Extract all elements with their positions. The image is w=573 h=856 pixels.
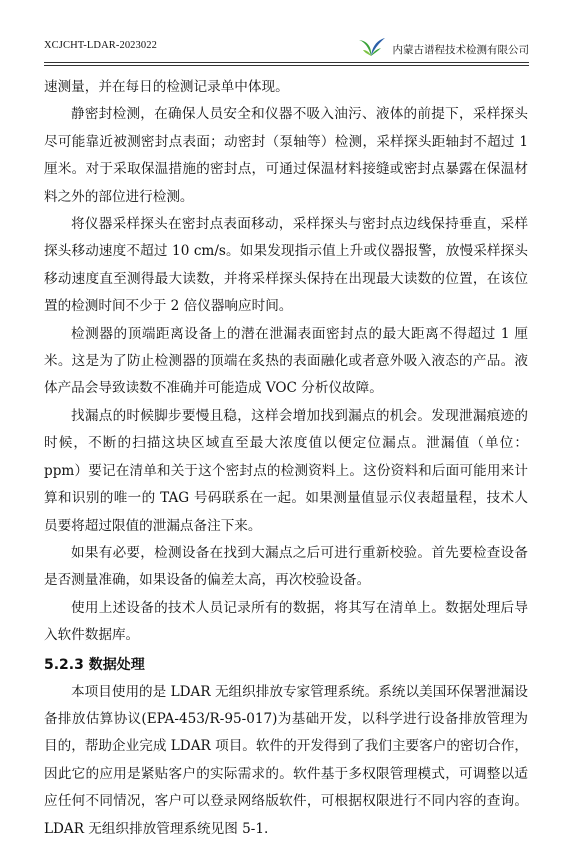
paragraph-probe-movement: 将仪器采样探头在密封点表面移动，采样探头与密封点边线保持垂直，采样探头移动速度不超过 10 cm/s。如果发现指示值上升或仪器报警，放慢采样探头移动速度直至测得最大读数，并将采样探头保持在出现最大读数的位置，在该位置的检测时间不少于 2 倍仪器响应时间。 (44, 216, 528, 315)
company-header (357, 40, 530, 58)
document-code: XCJCHT-LDAR-2023022 (44, 40, 157, 51)
paragraph-leak-finding: 找漏点的时候脚步要慢且稳，这样会增加找到漏点的机会。发现泄漏痕迹的时候，不断的扫描这块区域直至最大浓度值以便定位漏点。泄漏值（单位：ppm）要记在清单和关于这个密封点的检测资料上。这份资料和后面可能用来计算和识别的唯一的 TAG 号码联系在一起。如果测量值显示仪表超量程，技术人员要将超过限值的泄漏点备注下来。 (44, 407, 528, 534)
document-body (44, 74, 528, 843)
section-heading: 5.2.3 数据处理 (44, 656, 145, 673)
paragraph-recalibration: 如果有必要，检测设备在找到大漏点之后可进行重新校验。首先要检查设备是否测量准确，如果设备的偏差太高，再次校验设备。 (44, 544, 528, 589)
paragraph-data-recording: 使用上述设备的技术人员记录所有的数据，将其写在清单上。数据处理后导入软件数据库。 (44, 599, 528, 644)
paragraph-static-seal-detection: 静密封检测，在确保人员安全和仪器不吸入油污、液体的前提下，采样探头尽可能靠近被测密封点表面；动密封（泵轴等）检测，采样探头距轴封不超过 1 厘米。对于采取保温措施的密封点，可通过保温材料接缝或密封点暴露在保温材料之外的部位进行检测。 (44, 106, 528, 205)
page-header (44, 34, 529, 64)
paragraph-ldar-system: 本项目使用的是 LDAR 无组织排放专家管理系统。系统以美国环保署泄漏设备排放估算协议(EPA-453/R-95-017)为基础开发，以科学进行设备排放管理为目的，帮助企业完成 LDAR 项目。软件的开发得到了我们主要客户的密切合作，因此它的应用是紧贴客户的实际需求的。软件基于多权限管理模式，可调整以适应任何不同情况，客户可以登录网络版软件，可根据权限进行不同内容的查询。LDAR 无组织排放管理系统见图 5-1. (44, 683, 528, 837)
company-name: 内蒙古谱程技术检测有限公司 (392, 43, 529, 56)
header-divider (44, 62, 529, 66)
paragraph-continuation: 速测量，并在每日的检测记录单中体现。 (44, 79, 289, 95)
company-logo-icon (357, 36, 387, 58)
paragraph-detector-distance: 检测器的顶端距离设备上的潜在泄漏表面密封点的最大距离不得超过 1 厘米。这是为了防止检测器的顶端在炙热的表面融化或者意外吸入液态的产品。液体产品会导致读数不准确并可能造成 VOC 分析仪故障。 (44, 325, 528, 397)
